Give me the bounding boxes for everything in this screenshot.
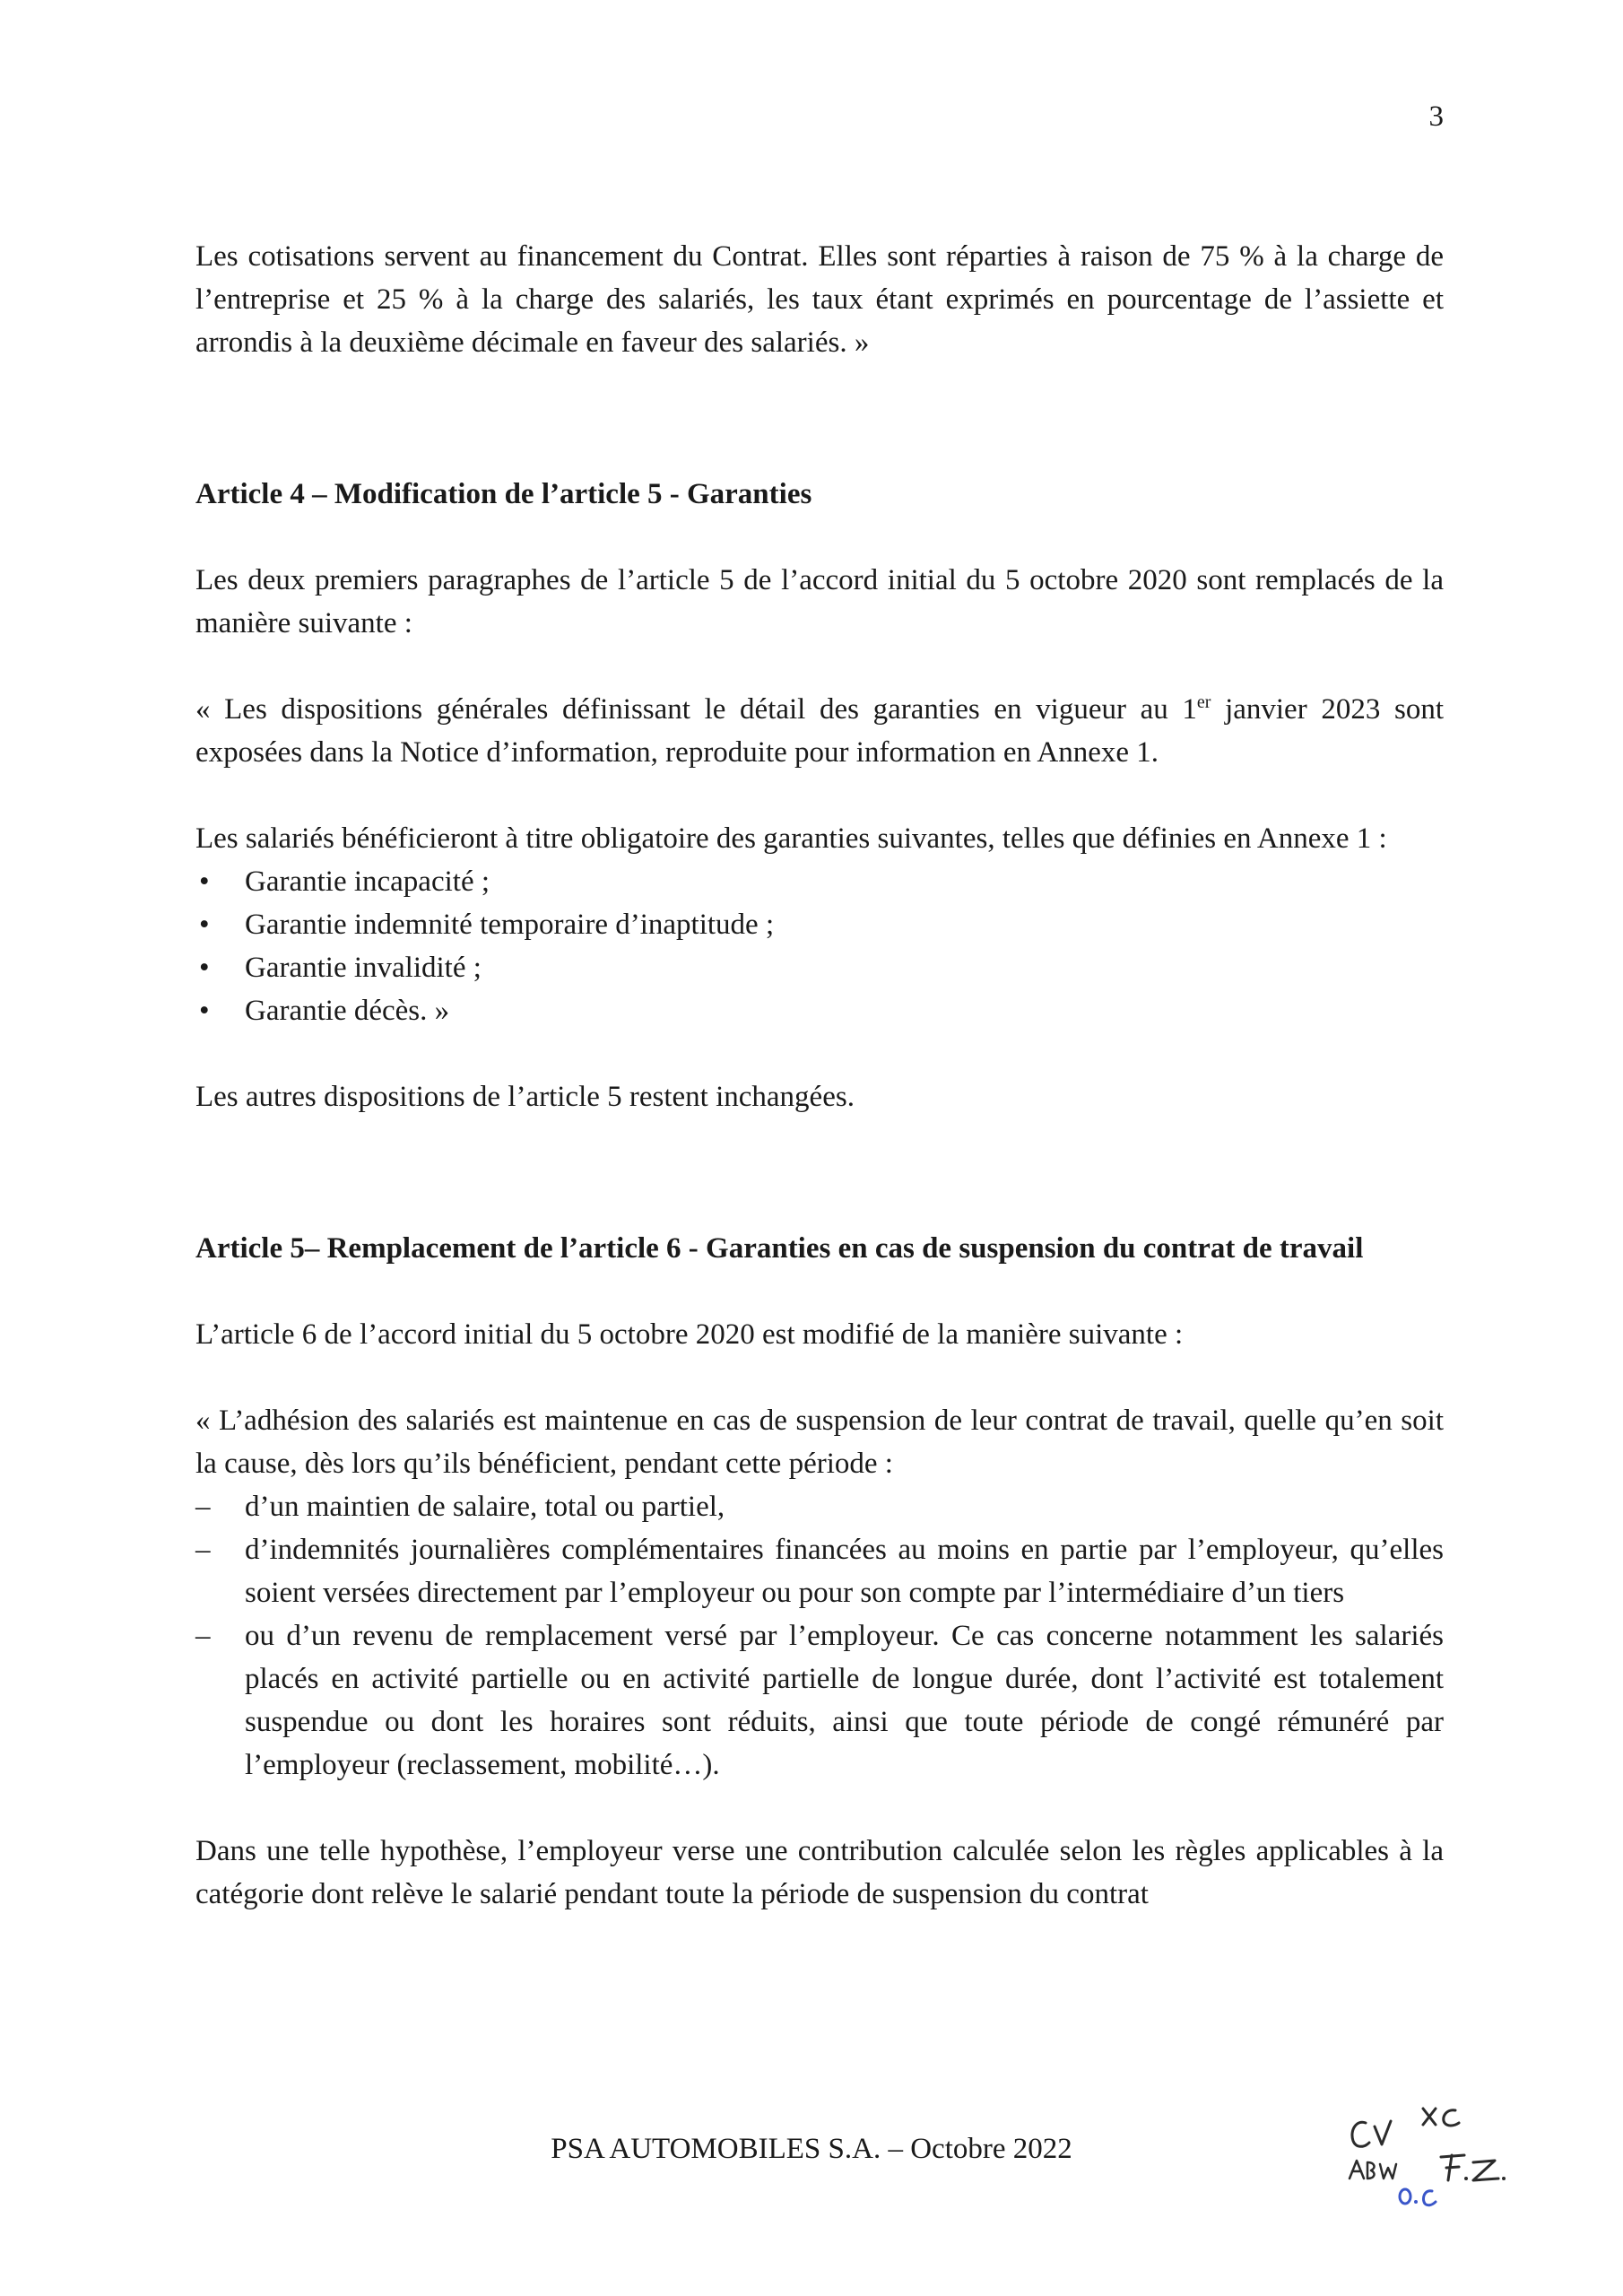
bullet-icon: • — [199, 909, 210, 941]
list-item-text: Garantie incapacité ; — [245, 865, 490, 898]
article-4-paragraph-1: Les deux premiers paragraphes de l’article 5 de l’accord initial du 5 octobre 2020 sont remplacés de la manière suivante : — [195, 564, 1444, 639]
dash-icon: – — [195, 1491, 211, 1523]
article-4-paragraph-2-text-a: « Les dispositions générales définissant le détail des garanties en vigueur au 1 — [195, 693, 1197, 726]
list-item — [195, 860, 1444, 903]
list-item — [195, 1528, 1444, 1614]
article-5-title: Article 5– Remplacement de l’article 6 - Garanties en cas de suspension du contrat de travail — [195, 1232, 1364, 1265]
list-item-text: Garantie indemnité temporaire d’inaptitude ; — [245, 909, 775, 941]
list-item — [195, 989, 1444, 1032]
article-4-paragraph-2-text-b: janvier 2023 sont exposées dans la Notice d’information, reproduite pour information en Annexe 1. — [195, 693, 1444, 769]
list-item-text: d’un maintien de salaire, total ou partiel, — [245, 1491, 725, 1523]
article-4-title: Article 4 – Modification de l’article 5 - Garanties — [195, 478, 812, 510]
bullet-icon: • — [199, 865, 210, 898]
list-item — [195, 1485, 1444, 1528]
list-item-text: Garantie décès. » — [245, 995, 450, 1027]
list-item-text: ou d’un revenu de remplacement versé par l’employeur. Ce cas concerne notamment les salariés placés en activité partielle ou en activité partielle de longue durée, dont l’activité est totalement suspendue ou dont les horaires sont réduits, ainsi que toute période de congé rémunéré par l’employeur (reclassement, mobilité…). — [245, 1620, 1444, 1781]
conditions-list — [195, 1485, 1444, 1787]
article-4-paragraph-3: Les salariés bénéficieront à titre obligatoire des garanties suivantes, telles que définies en Annexe 1 : — [195, 822, 1387, 855]
page-number: 3 — [1428, 100, 1444, 133]
dash-icon: – — [195, 1534, 211, 1566]
article-4-paragraph-4: Les autres dispositions de l’article 5 restent inchangées. — [195, 1081, 855, 1113]
article-5-paragraph-1: L’article 6 de l’accord initial du 5 octobre 2020 est modifié de la manière suivante : — [195, 1318, 1184, 1351]
list-item-text: Garantie invalidité ; — [245, 952, 482, 984]
list-item — [195, 1614, 1444, 1787]
bullet-icon: • — [199, 952, 210, 984]
ordinal-superscript: er — [1196, 692, 1211, 712]
list-item-text: d’indemnités journalières complémentaires financées au moins en partie par l’employeur, qu’elles soient versées directement par l’employeur ou pour son compte par l’intermédiaire d’un tiers — [245, 1534, 1444, 1609]
intro-paragraph: Les cotisations servent au financement du Contrat. Elles sont réparties à raison de 75 % à la charge de l’entreprise et 25 % à la charge des salariés, les taux étant exprimés en pourcentage de l’assiette et arrondis à la deuxième décimale en faveur des salariés. » — [195, 240, 1444, 359]
dash-icon: – — [195, 1620, 211, 1652]
article-5-paragraph-3: Dans une telle hypothèse, l’employeur verse une contribution calculée selon les règles applicables à la catégorie dont relève le salarié pendant toute la période de suspension du contrat — [195, 1835, 1444, 1910]
article-4-paragraph-2 — [195, 688, 1444, 774]
guarantees-list — [195, 860, 1444, 1032]
list-item — [195, 903, 1444, 946]
article-5-paragraph-2: « L’adhésion des salariés est maintenue en cas de suspension de leur contrat de travail, quelle qu’en soit la cause, dès lors qu’ils bénéficient, pendant cette période : — [195, 1405, 1444, 1480]
handwritten-initials-signature-icon — [1341, 2103, 1556, 2238]
bullet-icon: • — [199, 995, 210, 1027]
document-body — [195, 235, 1444, 1916]
list-item — [195, 946, 1444, 989]
page-footer: PSA AUTOMOBILES S.A. – Octobre 2022 — [551, 2133, 1072, 2165]
